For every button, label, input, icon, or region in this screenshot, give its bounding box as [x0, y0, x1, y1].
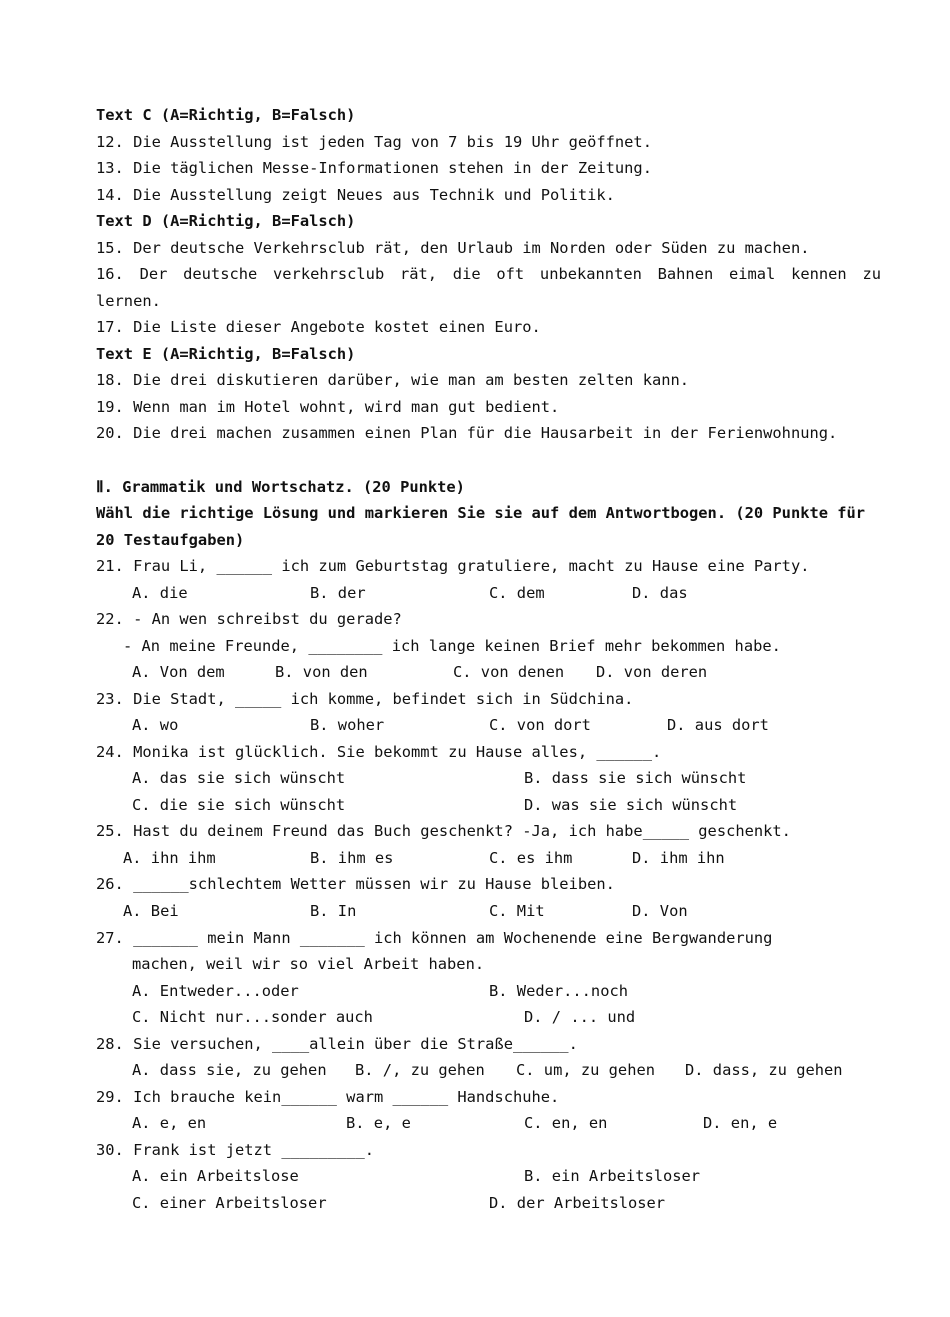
statement-12: 12. Die Ausstellung ist jeden Tag von 7 bis 19 Uhr geöffnet. — [96, 133, 652, 151]
statement-16-cont: lernen. — [96, 292, 161, 310]
q24-option-c[interactable]: C. die sie sich wünscht — [132, 796, 346, 814]
q21-option-c[interactable]: C. dem — [489, 584, 545, 602]
q27-option-d[interactable]: D. / ... und — [524, 1008, 636, 1026]
question-25: 25. Hast du deinem Freund das Buch geschenkt? -Ja, ich habe_____ geschenkt. — [96, 822, 791, 840]
question-27: 27. _______ mein Mann _______ ich können am Wochenende eine Bergwanderung — [96, 929, 773, 947]
q25-option-a[interactable]: A. ihn ihm — [123, 849, 216, 867]
q30-option-b[interactable]: B. ein Arbeitsloser — [524, 1167, 701, 1185]
q27-option-c[interactable]: C. Nicht nur...sonder auch — [132, 1008, 373, 1026]
q22-option-d[interactable]: D. von deren — [596, 663, 708, 681]
q21-option-a[interactable]: A. die — [132, 584, 188, 602]
q24-option-d[interactable]: D. was sie sich wünscht — [524, 796, 738, 814]
q26-option-c[interactable]: C. Mit — [489, 902, 545, 920]
question-29: 29. Ich brauche kein______ warm ______ Handschuhe. — [96, 1088, 560, 1106]
question-23: 23. Die Stadt, _____ ich komme, befindet sich in Südchina. — [96, 690, 634, 708]
statement-13: 13. Die täglichen Messe-Informationen stehen in der Zeitung. — [96, 159, 652, 177]
q29-option-c[interactable]: C. en, en — [524, 1114, 608, 1132]
statement-15: 15. Der deutsche Verkehrsclub rät, den Urlaub im Norden oder Süden zu machen. — [96, 239, 810, 257]
q23-option-b[interactable]: B. woher — [310, 716, 385, 734]
q27-option-b[interactable]: B. Weder...noch — [489, 982, 628, 1000]
text-e-heading: Text E (A=Richtig, B=Falsch) — [96, 345, 356, 363]
q28-option-a[interactable]: A. dass sie, zu gehen — [132, 1061, 327, 1079]
q29-option-b[interactable]: B. e, e — [346, 1114, 411, 1132]
q24-option-b[interactable]: B. dass sie sich wünscht — [524, 769, 747, 787]
q21-option-d[interactable]: D. das — [632, 584, 688, 602]
q22-option-b[interactable]: B. von den — [275, 663, 368, 681]
q25-option-c[interactable]: C. es ihm — [489, 849, 573, 867]
q23-option-c[interactable]: C. von dort — [489, 716, 591, 734]
question-22: 22. - An wen schreibst du gerade? — [96, 610, 402, 628]
q30-option-a[interactable]: A. ein Arbeitslose — [132, 1167, 299, 1185]
statement-18: 18. Die drei diskutieren darüber, wie man am besten zelten kann. — [96, 371, 690, 389]
q29-option-d[interactable]: D. en, e — [703, 1114, 778, 1132]
question-30: 30. Frank ist jetzt _________. — [96, 1141, 374, 1159]
q29-option-a[interactable]: A. e, en — [132, 1114, 207, 1132]
q21-option-b[interactable]: B. der — [310, 584, 366, 602]
q22-option-c[interactable]: C. von denen — [453, 663, 565, 681]
question-27-cont: machen, weil wir so viel Arbeit haben. — [132, 955, 485, 973]
q28-option-d[interactable]: D. dass, zu gehen — [685, 1061, 843, 1079]
question-24: 24. Monika ist glücklich. Sie bekommt zu Hause alles, ______. — [96, 743, 662, 761]
question-28: 28. Sie versuchen, ____allein über die Straße______. — [96, 1035, 578, 1053]
text-c-heading: Text C (A=Richtig, B=Falsch) — [96, 106, 356, 124]
section-2-instruction: Wähl die richtige Lösung und markieren Sie sie auf dem Antwortbogen. (20 Punkte für — [96, 504, 866, 522]
question-22-cont: - An meine Freunde, ________ ich lange keinen Brief mehr bekommen habe. — [123, 637, 781, 655]
statement-17: 17. Die Liste dieser Angebote kostet einen Euro. — [96, 318, 541, 336]
q26-option-a[interactable]: A. Bei — [123, 902, 179, 920]
q26-option-d[interactable]: D. Von — [632, 902, 688, 920]
q28-option-b[interactable]: B. /, zu gehen — [355, 1061, 485, 1079]
q25-option-d[interactable]: D. ihm ihn — [632, 849, 725, 867]
section-2-heading: Ⅱ. Grammatik und Wortschatz. (20 Punkte) — [96, 478, 465, 496]
statement-20: 20. Die drei machen zusammen einen Plan für die Hausarbeit in der Ferienwohnung. — [96, 424, 838, 442]
question-26: 26. ______schlechtem Wetter müssen wir zu Hause bleiben. — [96, 875, 615, 893]
q27-option-a[interactable]: A. Entweder...oder — [132, 982, 299, 1000]
q26-option-b[interactable]: B. In — [310, 902, 357, 920]
question-21: 21. Frau Li, ______ ich zum Geburtstag gratuliere, macht zu Hause eine Party. — [96, 557, 810, 575]
q23-option-a[interactable]: A. wo — [132, 716, 179, 734]
statement-16: 16. Der deutsche verkehrsclub rät, die oft unbekannten Bahnen eimal kennen zu — [96, 265, 881, 283]
q30-option-d[interactable]: D. der Arbeitsloser — [489, 1194, 666, 1212]
statement-14: 14. Die Ausstellung zeigt Neues aus Technik und Politik. — [96, 186, 615, 204]
q30-option-c[interactable]: C. einer Arbeitsloser — [132, 1194, 327, 1212]
q25-option-b[interactable]: B. ihm es — [310, 849, 394, 867]
q22-option-a[interactable]: A. Von dem — [132, 663, 225, 681]
section-2-instruction-cont: 20 Testaufgaben) — [96, 531, 245, 549]
q28-option-c[interactable]: C. um, zu gehen — [516, 1061, 655, 1079]
statement-19: 19. Wenn man im Hotel wohnt, wird man gut bedient. — [96, 398, 560, 416]
q23-option-d[interactable]: D. aus dort — [667, 716, 769, 734]
text-d-heading: Text D (A=Richtig, B=Falsch) — [96, 212, 356, 230]
q24-option-a[interactable]: A. das sie sich wünscht — [132, 769, 346, 787]
